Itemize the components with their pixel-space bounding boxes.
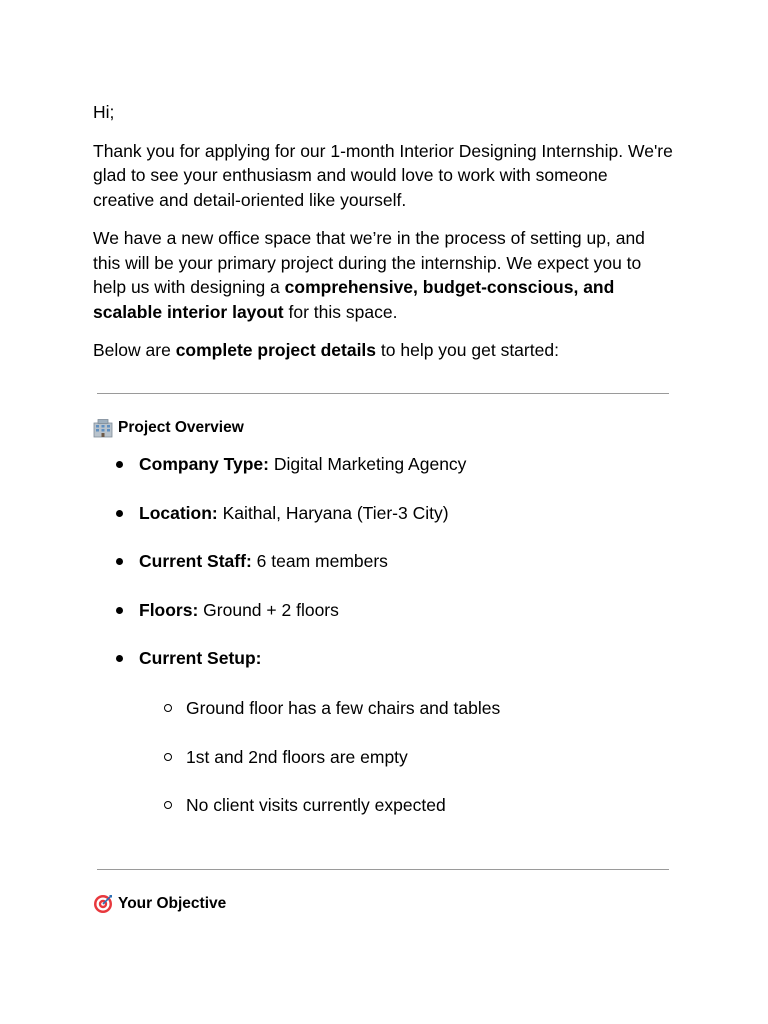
details-paragraph <box>93 338 673 363</box>
details-paragraph-emphasis: complete project details <box>175 340 377 360</box>
your-objective-title: Your Objective <box>118 895 227 912</box>
bullet-icon <box>116 655 123 662</box>
target-icon <box>93 894 113 914</box>
list-item <box>93 696 673 720</box>
hollow-bullet-icon <box>164 704 172 712</box>
bullet-icon <box>116 510 123 517</box>
item-label: Current Setup: <box>139 648 262 669</box>
details-paragraph-end: to help you get started: <box>376 340 559 360</box>
list-item <box>93 745 673 769</box>
item-value: Digital Marketing Agency <box>268 454 467 474</box>
list-item <box>93 646 673 670</box>
hollow-bullet-icon <box>164 753 172 761</box>
setup-item-text: No client visits currently expected <box>186 795 446 816</box>
list-item <box>93 549 673 573</box>
item-label: Location: <box>139 502 218 523</box>
current-setup-list <box>93 696 673 842</box>
greeting: Hi; <box>93 102 115 122</box>
item-value: Kaithal, Haryana (Tier-3 City) <box>217 502 449 523</box>
item-label: Company Type: <box>139 454 269 474</box>
hollow-bullet-icon <box>164 801 172 809</box>
section-divider <box>97 393 669 394</box>
item-label: Floors: <box>139 599 199 620</box>
bullet-icon <box>116 607 123 614</box>
section-divider <box>97 869 669 870</box>
bullet-icon <box>116 461 123 468</box>
project-paragraph-start: We have a new office space that we’re in the process of setting up, and this will be your primary project during the internship. We expect you to help us with designing a <box>93 228 645 297</box>
details-paragraph-start: Below are <box>93 340 176 360</box>
project-paragraph-emphasis: comprehensive, budget-conscious, and scalable interior layout <box>93 277 615 322</box>
item-value: Ground + 2 floors <box>198 599 339 620</box>
setup-item-text: 1st and 2nd floors are empty <box>186 746 408 767</box>
item-value: 6 team members <box>251 551 388 572</box>
project-overview-heading <box>93 418 244 438</box>
list-item <box>93 452 673 476</box>
your-objective-heading <box>93 894 226 914</box>
bullet-icon <box>116 558 123 565</box>
intro-paragraph: Thank you for applying for our 1-month Interior Designing Internship. We're glad to see your enthusiasm and would love to work with someone creative and detail-oriented like yourself. <box>93 140 673 210</box>
document-page <box>93 100 673 912</box>
list-item <box>93 501 673 525</box>
office-building-icon <box>93 418 113 438</box>
item-label: Current Staff: <box>139 551 252 572</box>
project-overview-title: Project Overview <box>118 419 244 436</box>
overview-list <box>93 452 673 695</box>
project-paragraph-end: for this space. <box>283 301 398 322</box>
list-item <box>93 598 673 622</box>
project-paragraph <box>93 226 673 324</box>
list-item <box>93 793 673 817</box>
setup-item-text: Ground floor has a few chairs and tables <box>186 698 501 718</box>
